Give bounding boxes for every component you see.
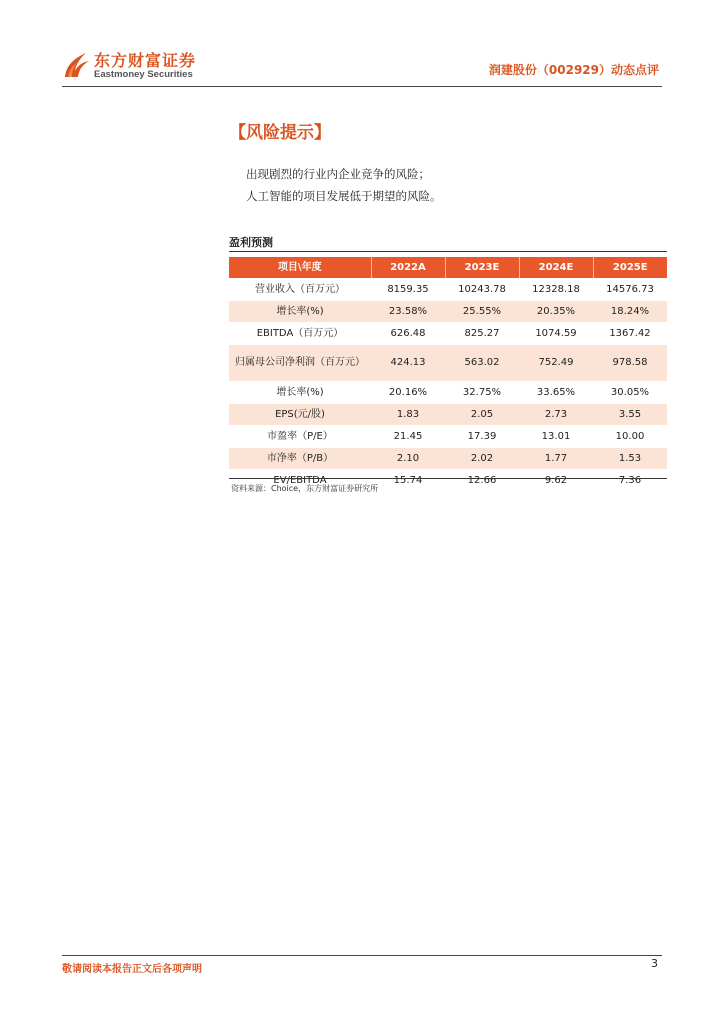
table-cell: 13.01 [519, 426, 593, 448]
table-cell: 3.55 [593, 404, 667, 426]
table-cell: 978.58 [593, 345, 667, 382]
table-cell: 10.00 [593, 426, 667, 448]
header-divider [62, 86, 662, 87]
table-cell: 563.02 [445, 345, 519, 382]
table-cell: 15.74 [371, 470, 445, 492]
table-row [229, 301, 667, 323]
table-source-note: 资料来源：Choice，东方财富证券研究所 [231, 484, 379, 493]
row-label: 营业收入（百万元） [229, 279, 371, 301]
forecast-title-divider [229, 251, 667, 252]
table-cell: 17.39 [445, 426, 519, 448]
risk-section-title: 【风险提示】 [229, 123, 331, 143]
table-cell: 12328.18 [519, 279, 593, 301]
table-row [229, 323, 667, 345]
row-label: 归属母公司净利润（百万元） [229, 345, 371, 382]
table-cell: 2.10 [371, 448, 445, 470]
table-cell: 626.48 [371, 323, 445, 345]
row-label: 增长率(%) [229, 301, 371, 323]
table-cell: 32.75% [445, 382, 519, 404]
footer-divider [62, 955, 662, 956]
forecast-table-title: 盈利预测 [229, 236, 273, 249]
table-cell: 21.45 [371, 426, 445, 448]
table-cell: 1074.59 [519, 323, 593, 345]
table-cell: 23.58% [371, 301, 445, 323]
logo-text-cn: 东方财富证券 [94, 51, 197, 70]
table-cell: 20.35% [519, 301, 593, 323]
logo-text-en: Eastmoney Securities [94, 69, 193, 80]
table-cell: 8159.35 [371, 279, 445, 301]
column-header: 2022A [371, 257, 445, 279]
company-logo [62, 48, 212, 84]
table-cell: 1.83 [371, 404, 445, 426]
table-cell: 2.05 [445, 404, 519, 426]
row-label: 市净率（P/B） [229, 448, 371, 470]
risk-item: 人工智能的项目发展低于期望的风险。 [246, 189, 442, 203]
table-row [229, 279, 667, 301]
risk-item: 出现剧烈的行业内企业竞争的风险； [246, 167, 430, 181]
table-cell: 25.55% [445, 301, 519, 323]
table-cell: 20.16% [371, 382, 445, 404]
footer-disclaimer: 敬请阅读本报告正文后各项声明 [62, 964, 202, 975]
column-header: 项目\年度 [229, 257, 371, 279]
table-row [229, 382, 667, 404]
table-row [229, 345, 667, 382]
table-cell: 2.73 [519, 404, 593, 426]
column-header: 2023E [445, 257, 519, 279]
forecast-table [229, 257, 667, 492]
table-cell: 10243.78 [445, 279, 519, 301]
table-cell: 1.77 [519, 448, 593, 470]
table-cell: 9.62 [519, 470, 593, 492]
table-cell: 2.02 [445, 448, 519, 470]
row-label: EPS(元/股) [229, 404, 371, 426]
row-label: 增长率(%) [229, 382, 371, 404]
table-row [229, 426, 667, 448]
table-cell: 825.27 [445, 323, 519, 345]
table-header-row [229, 257, 667, 279]
column-header: 2025E [593, 257, 667, 279]
table-cell: 14576.73 [593, 279, 667, 301]
table-bottom-divider [229, 478, 667, 479]
row-label: EV/EBITDA [229, 470, 371, 492]
table-cell: 752.49 [519, 345, 593, 382]
table-cell: 33.65% [519, 382, 593, 404]
table-cell: 12.66 [445, 470, 519, 492]
risk-list [246, 163, 442, 207]
row-label: 市盈率（P/E） [229, 426, 371, 448]
table-cell: 7.36 [593, 470, 667, 492]
column-header: 2024E [519, 257, 593, 279]
table-cell: 424.13 [371, 345, 445, 382]
report-title: 润建股份（002929）动态点评 [488, 63, 659, 77]
table-row [229, 448, 667, 470]
table-row [229, 404, 667, 426]
page-number: 3 [651, 957, 658, 970]
row-label: EBITDA（百万元） [229, 323, 371, 345]
table-cell: 30.05% [593, 382, 667, 404]
table-cell: 1367.42 [593, 323, 667, 345]
flame-logo-icon [62, 50, 92, 80]
table-cell: 1.53 [593, 448, 667, 470]
table-cell: 18.24% [593, 301, 667, 323]
